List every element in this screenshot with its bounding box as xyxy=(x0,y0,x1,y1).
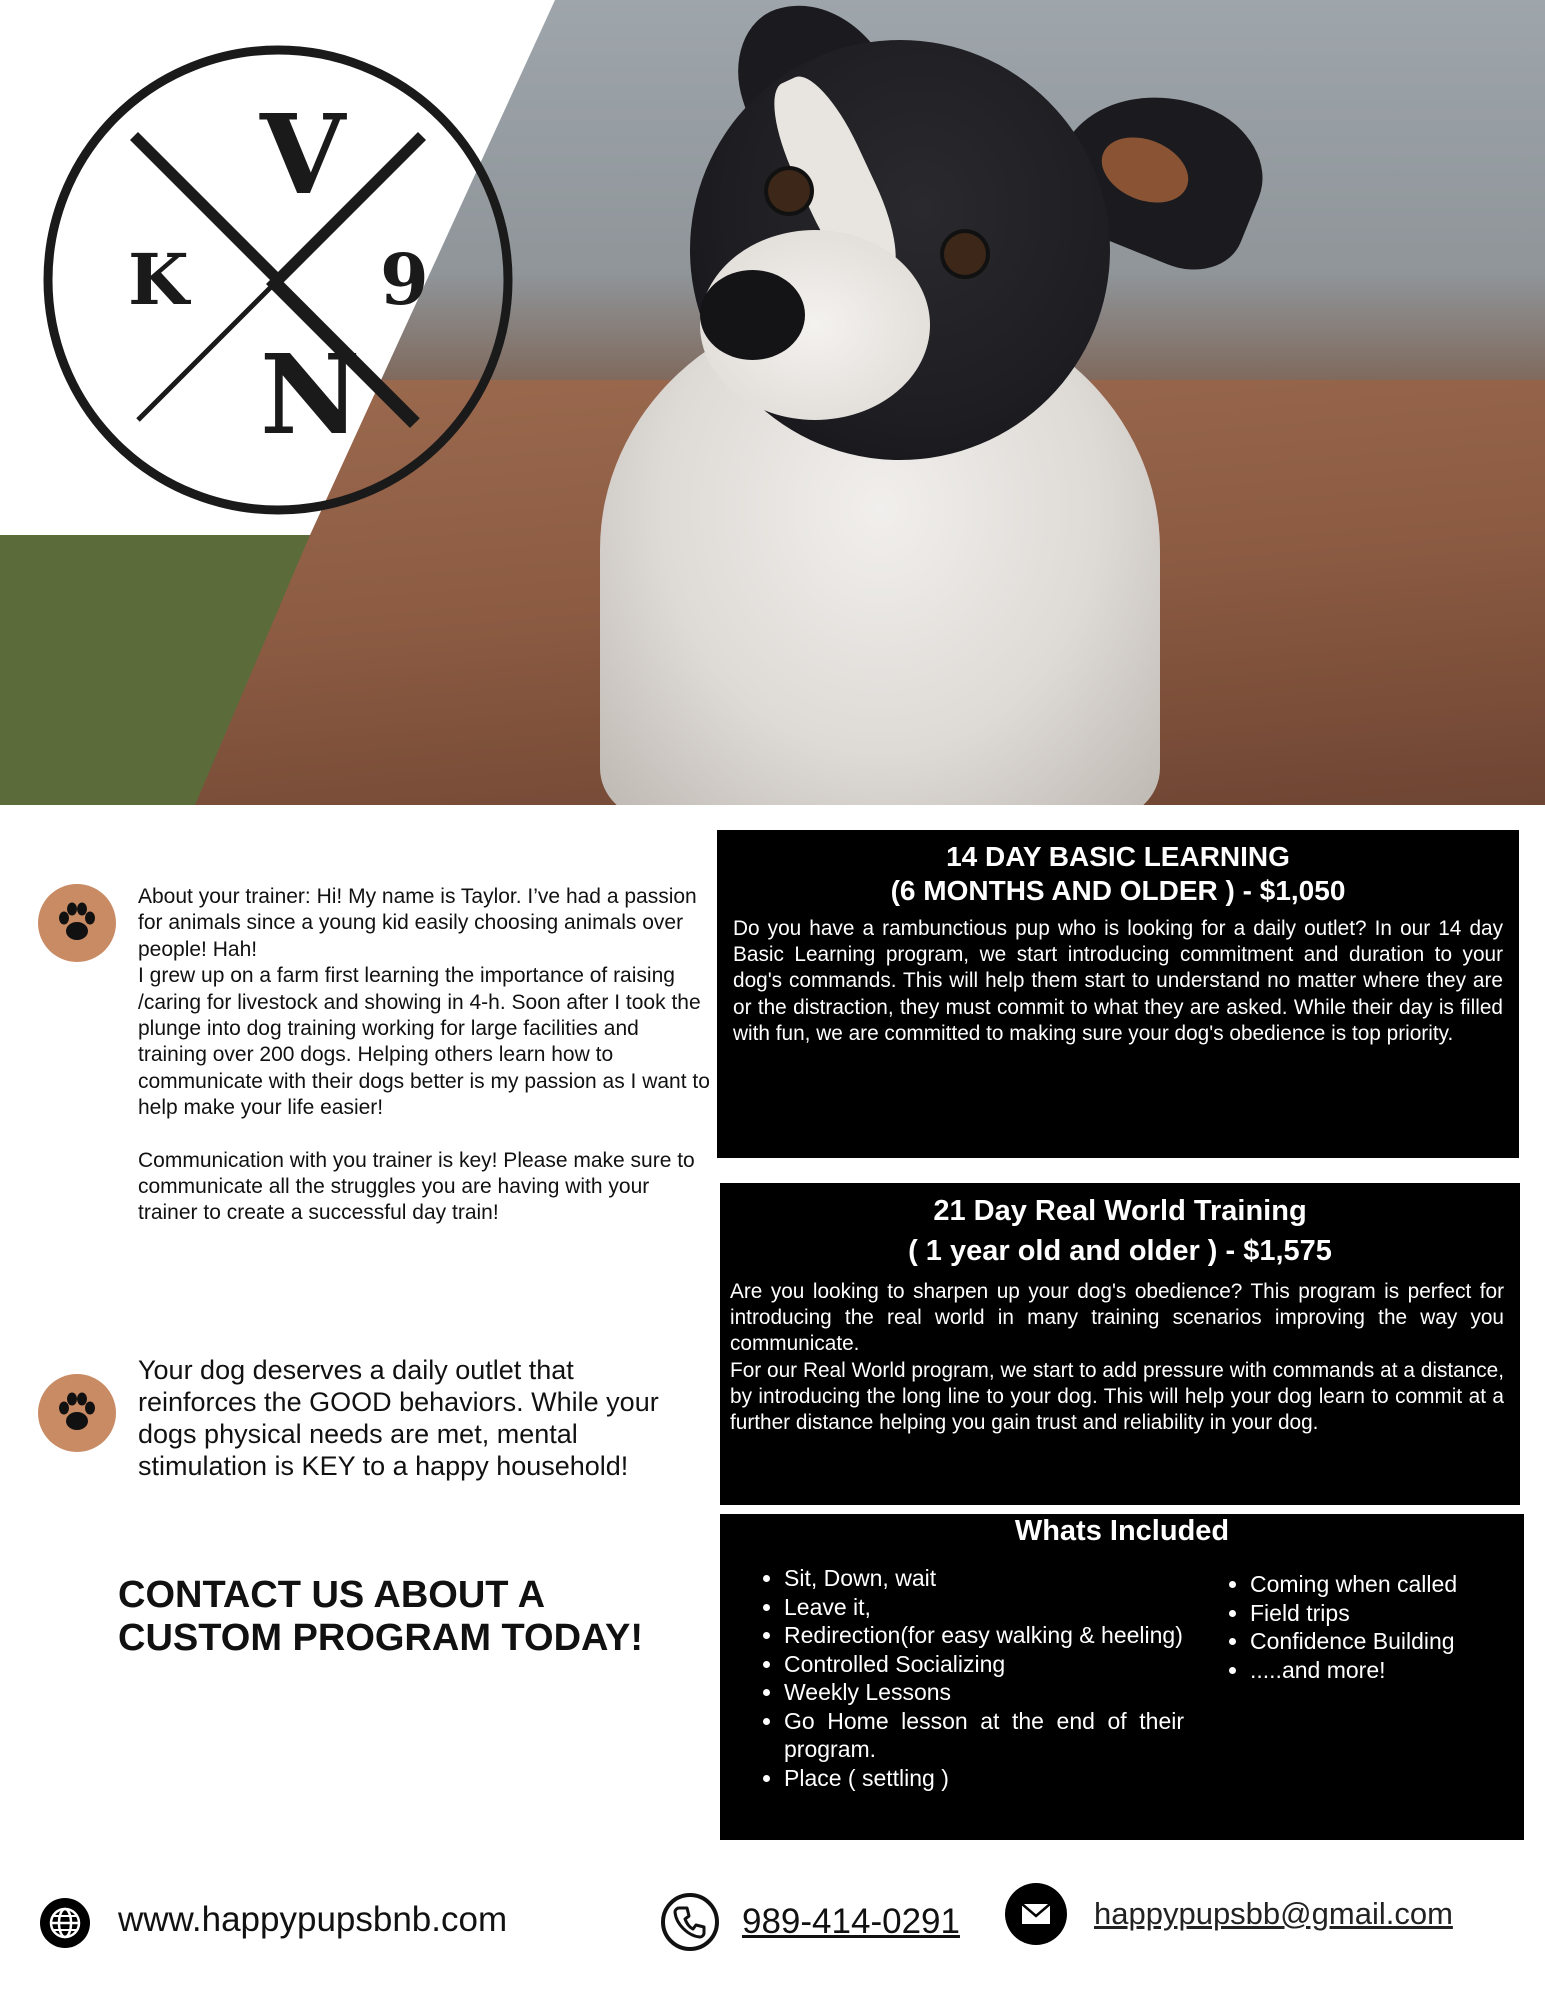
list-item: • Confidence Building xyxy=(1250,1627,1545,1656)
program-title xyxy=(717,830,1519,908)
logo-letter-9: 9 xyxy=(380,238,429,321)
paw-icon xyxy=(38,884,116,962)
program-description: For our Real World program, we start to add pressure with commands at a distance, by introducing the long line to your dog. This will help your dog learn to commit at a further distance helping you gain trust and reliability in your dog. xyxy=(730,1358,1504,1435)
list-item: • .....and more! xyxy=(1250,1656,1545,1685)
list-item: • Go Home lesson at the end of their program. xyxy=(784,1707,1184,1764)
phone-icon xyxy=(660,1892,720,1952)
list-item: • Weekly Lessons xyxy=(784,1678,1184,1707)
program-price-line: (6 MONTHS AND OLDER ) - $1,050 xyxy=(890,875,1346,906)
whats-included-box xyxy=(720,1514,1524,1840)
trainer-bio xyxy=(138,884,710,1253)
trainer-communication-paragraph: Communication with you trainer is key! Please make sure to communicate all the struggles you are having with your trainer to create a successful day train! xyxy=(138,1148,695,1225)
program-title xyxy=(720,1183,1520,1271)
logo-letter-k: K xyxy=(128,238,189,321)
logo-letter-v: V xyxy=(260,90,346,219)
mail-icon xyxy=(1005,1883,1067,1945)
globe-icon xyxy=(40,1898,90,1948)
email-link[interactable]: happypupsbb@gmail.com xyxy=(1094,1896,1453,1931)
program-description: Are you looking to sharpen up your dog's obedience? This program is perfect for introducing the real world in many training scenarios improving the way you communicate. xyxy=(730,1280,1504,1356)
program-basic-learning xyxy=(717,830,1519,1158)
daily-outlet-text: Your dog deserves a daily outlet that reinforces the GOOD behaviors. While your dogs physical needs are met, mental stimulation is KEY to a happy household! xyxy=(138,1355,659,1481)
program-title-line: 14 DAY BASIC LEARNING xyxy=(946,841,1290,872)
program-description: Do you have a rambunctious pup who is looking for a daily outlet? In our 14 day Basic Learning program, we start introducing commitment and duration to your dog's commands. This will help them start to understand no matter where they are or the distraction, they must commit to what they are asked. While their day is filled with fun, we are committed to making sure your dog's obedience is top priority. xyxy=(733,917,1503,1045)
list-item: • Coming when called xyxy=(1250,1570,1545,1599)
program-title-line: 21 Day Real World Training xyxy=(933,1195,1307,1227)
logo-letter-n: N xyxy=(260,330,361,459)
list-item: • Controlled Socializing xyxy=(784,1650,1184,1679)
list-item: • Leave it, xyxy=(784,1593,1184,1622)
trainer-bio-paragraph: About your trainer: Hi! My name is Taylor. I’ve had a passion for animals since a young kid easily choosing animals over people! Hah! I grew up on a farm first learning the importance of raising /caring for livestock and showing in 4-h. Soon after I took the plunge into dog training working for large facilities and training over 200 dogs. Helping others learn how to communicate with their dogs better is my passion as I want to help make your life easier! xyxy=(138,885,710,1120)
paw-icon xyxy=(38,1374,116,1452)
list-item: • Field trips xyxy=(1250,1599,1545,1628)
program-real-world-training xyxy=(720,1183,1520,1505)
included-list-1 xyxy=(748,1564,1184,1792)
program-price-line: ( 1 year old and older ) - $1,575 xyxy=(908,1235,1332,1267)
list-item: • Place ( settling ) xyxy=(784,1764,1184,1793)
website-link[interactable]: www.happypupsbnb.com xyxy=(118,1900,508,1939)
whats-included-title: Whats Included xyxy=(1014,1515,1230,1547)
hero-banner xyxy=(0,0,1545,805)
list-item: • Redirection(for easy walking & heeling) xyxy=(784,1621,1184,1650)
brand-logo xyxy=(38,40,518,520)
phone-link[interactable]: 989-414-0291 xyxy=(742,1902,960,1941)
custom-program-cta: CONTACT US ABOUT A CUSTOM PROGRAM TODAY! xyxy=(118,1574,644,1659)
list-item: • Sit, Down, wait xyxy=(784,1564,1184,1593)
included-list-2 xyxy=(1214,1570,1545,1684)
